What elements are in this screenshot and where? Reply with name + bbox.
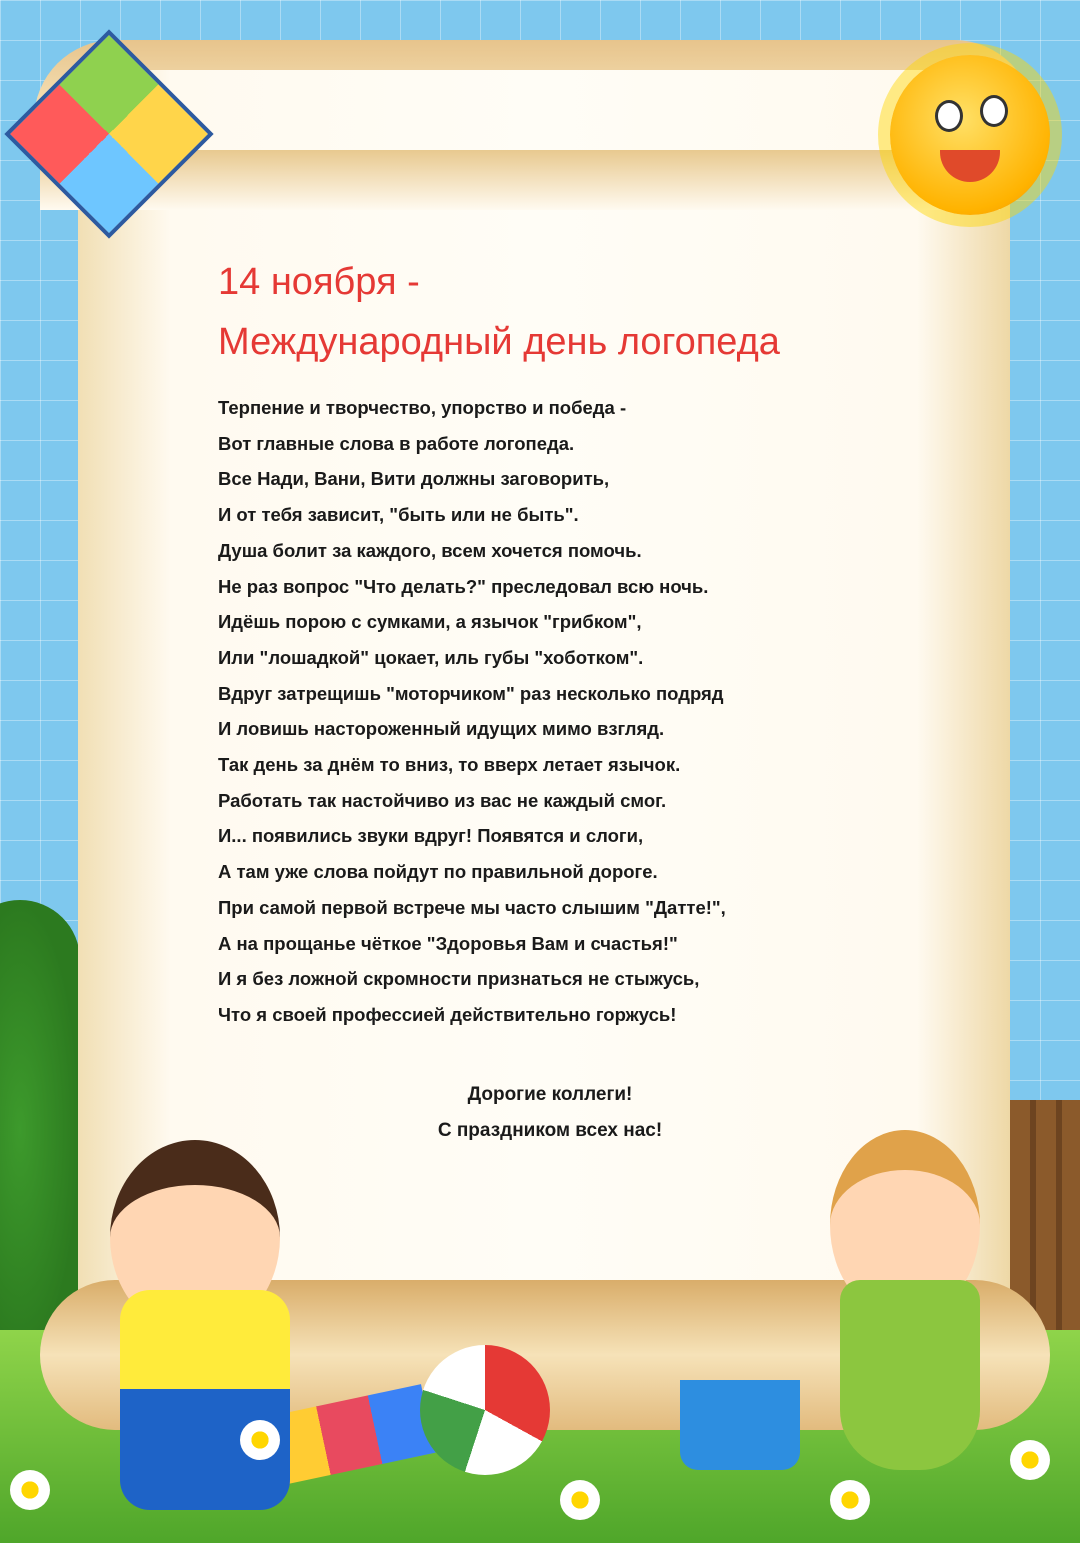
poem-line: Работать так настойчиво из вас не каждый смог. (218, 789, 667, 811)
poem-line: Терпение и творчество, упорство и победа - (218, 397, 627, 418)
poem-line: Или "лошадкой" цокает, иль губы "хоботком". (218, 646, 644, 668)
poem-line: И я без ложной скромности признаться не стыжусь, (218, 968, 700, 990)
bush-illustration (0, 900, 80, 1360)
greeting-holiday: С праздником всех нас! (437, 1120, 663, 1141)
poem-line: Душа болит за каждого, всем хочется помочь. (218, 539, 642, 561)
sun-eye-right (980, 95, 1008, 127)
title-date: 14 ноября - (218, 261, 420, 303)
daisy-icon (1010, 1440, 1050, 1480)
poem-line: Вдруг затрещишь "моторчиком" раз несколько подряд (218, 682, 724, 704)
poem-line: И от тебя зависит, "быть или не быть". (218, 504, 579, 526)
bucket-illustration (680, 1380, 800, 1470)
poem-line: Идёшь порою с сумками, а язычок "грибком", (218, 611, 642, 633)
poem-line: И... появились звуки вдруг! Появятся и слоги, (218, 825, 644, 847)
poem-line: Так день за днём то вниз, то вверх летает язычок. (218, 754, 681, 776)
daisy-icon (10, 1470, 50, 1510)
sun-illustration (890, 55, 1050, 215)
poem-line: Не раз вопрос "Что делать?" преследовал всю ночь. (218, 575, 709, 597)
girl-body (840, 1280, 980, 1470)
poem-line: А там уже слова пойдут по правильной дороге. (218, 861, 658, 883)
boy-with-pencil-illustration (90, 1140, 320, 1520)
poem-line: Все Нади, Вани, Вити должны заговорить, (218, 468, 610, 490)
poem-line: И ловишь настороженный идущих мимо взгляд. (218, 718, 665, 740)
poem-line: Вот главные слова в работе логопеда. (218, 432, 575, 454)
daisy-icon (240, 1420, 280, 1460)
greeting (330, 1077, 770, 1149)
page-title (218, 252, 780, 372)
ball-illustration (420, 1345, 550, 1475)
girl-with-doll-illustration (790, 1100, 1020, 1520)
daisy-icon (830, 1480, 870, 1520)
greeting-colleagues: Дорогие коллеги! (467, 1084, 633, 1105)
poem-line: При самой первой встрече мы часто слышим "Датте!", (218, 896, 726, 918)
title-holiday: Международный день логопеда (218, 321, 780, 363)
sun-mouth (940, 150, 1000, 182)
poem-line: А на прощанье чёткое "Здоровья Вам и счастья!" (218, 932, 678, 954)
daisy-icon (560, 1480, 600, 1520)
poem-text (218, 390, 958, 1033)
poem-line: Что я своей профессией действительно горжусь! (218, 1003, 677, 1025)
boy-body (120, 1290, 290, 1510)
sun-eye-left (935, 100, 963, 132)
